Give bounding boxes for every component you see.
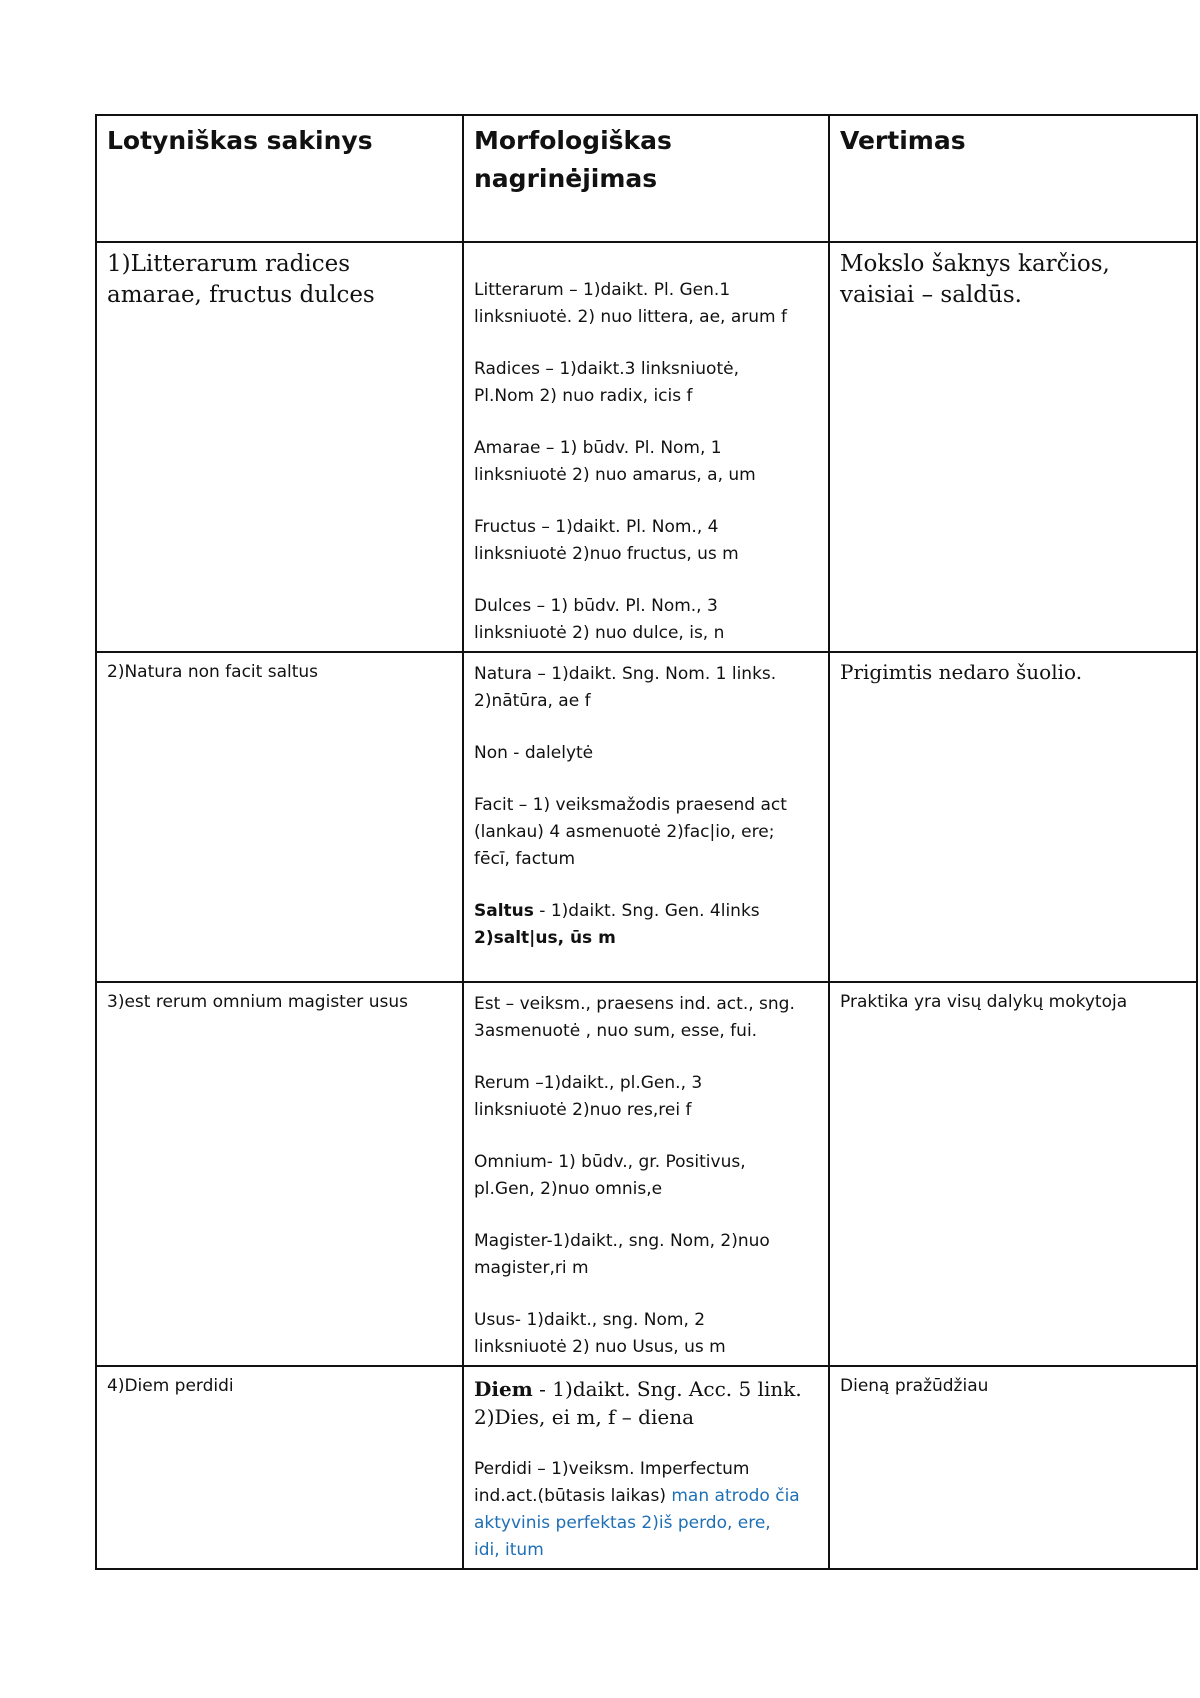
translation-cell bbox=[829, 1366, 1197, 1569]
analysis-line: fēcī, factum bbox=[474, 849, 576, 869]
analysis-entry bbox=[474, 661, 818, 715]
analysis-line: Usus- 1)daikt., sng. Nom, 2 bbox=[474, 1310, 706, 1330]
analysis-line: Rerum –1)daikt., pl.Gen., 3 bbox=[474, 1073, 703, 1093]
translation-line: Prigimtis nedaro šuolio. bbox=[840, 660, 1083, 684]
analysis-term-rest: - 1)daikt. Sng. Acc. 5 link. bbox=[532, 1377, 802, 1401]
header-cell-morphology bbox=[463, 115, 829, 242]
analysis-line: Non - dalelytė bbox=[474, 743, 594, 763]
analysis-entry bbox=[474, 792, 818, 873]
analysis-entry bbox=[474, 514, 818, 568]
analysis-line bbox=[474, 1375, 818, 1403]
analysis-line: (lankau) 4 asmenuotė 2)fac|io, ere; bbox=[474, 822, 775, 842]
analysis-entry bbox=[474, 356, 818, 410]
analysis-line: Radices – 1)daikt.3 linksniuotė, bbox=[474, 359, 739, 379]
header-cell-translation bbox=[829, 115, 1197, 242]
analysis-text: ind.act.(būtasis laikas) bbox=[474, 1486, 672, 1506]
header-translation: Vertimas bbox=[840, 126, 966, 155]
analysis-line bbox=[474, 898, 818, 925]
analysis-cell bbox=[463, 982, 829, 1366]
latin-sentence-line: amarae, fructus dulces bbox=[107, 282, 375, 308]
analysis-line: 2)Dies, ei m, f – diena bbox=[474, 1405, 694, 1429]
analysis-entry bbox=[474, 1456, 818, 1564]
analysis-cell bbox=[463, 242, 829, 652]
analysis-line: Facit – 1) veiksmažodis praesend act bbox=[474, 795, 787, 815]
latin-cell bbox=[96, 652, 463, 982]
analysis-entry bbox=[474, 277, 818, 331]
analysis-line: 3asmenuotė , nuo sum, esse, fui. bbox=[474, 1021, 758, 1041]
latin-sentence: 3)est rerum omnium magister usus bbox=[107, 992, 408, 1012]
analysis-line: Amarae – 1) būdv. Pl. Nom, 1 bbox=[474, 438, 722, 458]
analysis-term-bold: Saltus bbox=[474, 901, 534, 921]
analysis-line: linksniuotė. 2) nuo littera, ae, arum f bbox=[474, 307, 787, 327]
analysis-line: Litterarum – 1)daikt. Pl. Gen.1 bbox=[474, 280, 731, 300]
analysis-line: Est – veiksm., praesens ind. act., sng. bbox=[474, 994, 795, 1014]
translation-line: Mokslo šaknys karčios, bbox=[840, 251, 1110, 277]
translation-line: vaisiai – saldūs. bbox=[840, 282, 1022, 308]
header-cell-latin bbox=[96, 115, 463, 242]
translation-cell bbox=[829, 652, 1197, 982]
comment-text: man atrodo čia bbox=[671, 1486, 800, 1506]
analysis-line: Perdidi – 1)veiksm. Imperfectum bbox=[474, 1459, 750, 1479]
analysis-cell bbox=[463, 1366, 829, 1569]
analysis-line: linksniuotė 2) nuo amarus, a, um bbox=[474, 465, 756, 485]
analysis-entry bbox=[474, 1149, 818, 1203]
latin-cell bbox=[96, 1366, 463, 1569]
translation-line: Dieną pražūdžiau bbox=[840, 1376, 989, 1396]
analysis-line: Pl.Nom 2) nuo radix, icis f bbox=[474, 386, 693, 406]
table-row bbox=[96, 652, 1197, 982]
analysis-line: linksniuotė 2)nuo res,rei f bbox=[474, 1100, 692, 1120]
latin-sentence: 4)Diem perdidi bbox=[107, 1376, 234, 1396]
analysis-entry bbox=[474, 593, 818, 647]
latin-sentence-line: 1)Litterarum radices bbox=[107, 251, 351, 277]
table-row bbox=[96, 242, 1197, 652]
latin-cell bbox=[96, 982, 463, 1366]
analysis-line: linksniuotė 2)nuo fructus, us m bbox=[474, 544, 739, 564]
analysis-entry bbox=[474, 1375, 818, 1431]
analysis-line: linksniuotė 2) nuo Usus, us m bbox=[474, 1337, 726, 1357]
analysis-table bbox=[95, 114, 1198, 1570]
translation-line: Praktika yra visų dalykų mokytoja bbox=[840, 992, 1128, 1012]
analysis-entry bbox=[474, 435, 818, 489]
header-row bbox=[96, 115, 1197, 242]
analysis-entry bbox=[474, 1070, 818, 1124]
comment-text: aktyvinis perfektas 2)iš perdo, ere, bbox=[474, 1513, 771, 1533]
analysis-line: Omnium- 1) būdv., gr. Positivus, bbox=[474, 1152, 746, 1172]
latin-sentence: 2)Natura non facit saltus bbox=[107, 662, 319, 682]
header-morphology-line1: Morfologiškas bbox=[474, 126, 672, 155]
analysis-term-bold: Diem bbox=[474, 1377, 533, 1401]
latin-cell bbox=[96, 242, 463, 652]
analysis-line: linksniuotė 2) nuo dulce, is, n bbox=[474, 623, 725, 643]
analysis-entry bbox=[474, 1228, 818, 1282]
header-latin: Lotyniškas sakinys bbox=[107, 126, 373, 155]
analysis-cell bbox=[463, 652, 829, 982]
analysis-line: 2)salt|us, ūs m bbox=[474, 928, 616, 948]
analysis-entry bbox=[474, 898, 818, 952]
header-morphology-line2: nagrinėjimas bbox=[474, 164, 658, 193]
analysis-line: pl.Gen, 2)nuo omnis,e bbox=[474, 1179, 663, 1199]
comment-text: idi, itum bbox=[474, 1540, 544, 1560]
analysis-line: Dulces – 1) būdv. Pl. Nom., 3 bbox=[474, 596, 718, 616]
analysis-line: magister,ri m bbox=[474, 1258, 589, 1278]
table-row bbox=[96, 1366, 1197, 1569]
analysis-line: Magister-1)daikt., sng. Nom, 2)nuo bbox=[474, 1231, 770, 1251]
analysis-term-rest: - 1)daikt. Sng. Gen. 4links bbox=[533, 901, 760, 921]
analysis-line: Fructus – 1)daikt. Pl. Nom., 4 bbox=[474, 517, 719, 537]
table-row bbox=[96, 982, 1197, 1366]
translation-cell bbox=[829, 242, 1197, 652]
analysis-line: 2)nātūra, ae f bbox=[474, 691, 591, 711]
analysis-entry bbox=[474, 1307, 818, 1361]
analysis-line: Natura – 1)daikt. Sng. Nom. 1 links. bbox=[474, 664, 777, 684]
analysis-entry bbox=[474, 991, 818, 1045]
analysis-entry bbox=[474, 740, 818, 767]
analysis-line bbox=[474, 1483, 818, 1510]
translation-cell bbox=[829, 982, 1197, 1366]
